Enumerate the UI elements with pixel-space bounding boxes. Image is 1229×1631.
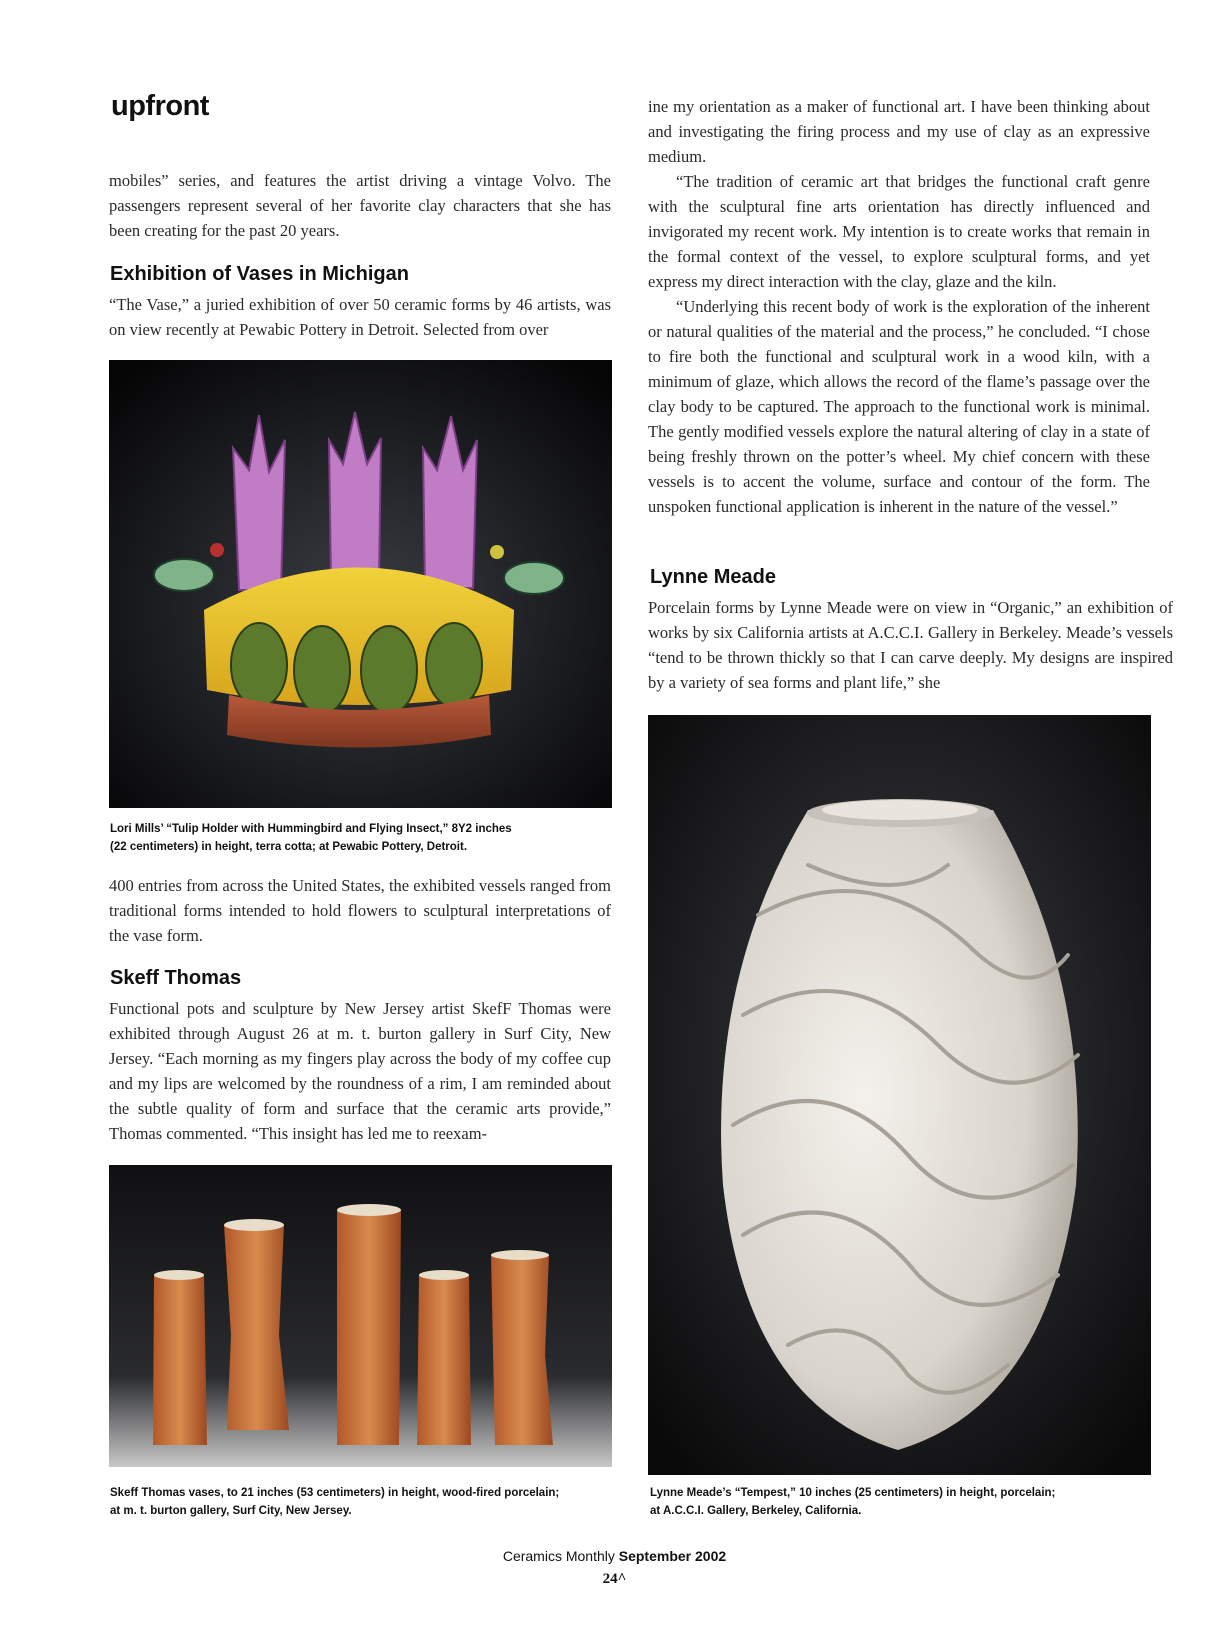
- caption-tulip-holder: [110, 820, 610, 856]
- skeff-thomas-text: Functional pots and sculpture by New Jersey artist SkefF Thomas were exhibited through August 26 at m. t. burton gallery in Surf City, New Jersey. “Each morning as my fingers play across the body of my coffee cup and my lips are welcomed by the roundness of a rim, I am reminded about the subtle quality of form and surface that the ceramic arts provide,” Thomas commented. “This insight has led me to reexam-: [109, 999, 611, 1143]
- heading-skeff-thomas: Skeff Thomas: [110, 967, 242, 989]
- vase-exhibition-text-continued: 400 entries from across the United States, the exhibited vessels ranged from traditional forms intended to hold flowers to sculptural interpretations of the vase form.: [109, 876, 611, 945]
- section-label: upfront: [111, 90, 209, 122]
- magazine-name: Ceramics Monthly: [502, 1548, 615, 1564]
- caption-line: Lori Mills’ “Tulip Holder with Hummingbird and Flying Insect,” 8Y2 inches: [110, 823, 512, 835]
- caption-skeff-thomas: [110, 1484, 610, 1520]
- caption-line: Lynne Meade’s “Tempest,” 10 inches (25 centimeters) in height, porcelain;: [650, 1487, 1056, 1499]
- heading-exhibition-of-vases: Exhibition of Vases in Michigan: [110, 263, 409, 285]
- lynne-meade-text: Porcelain forms by Lynne Meade were on view in “Organic,” an exhibition of works by six California artists at A.C.C.I. Gallery in Berkeley. Meade’s vessels “tend to be thrown thickly so that I can carve deeply. My designs are inspired by a variety of sea forms and plant life,” she: [648, 598, 1173, 692]
- photo-tulip-holder: [109, 360, 612, 808]
- caption-lynne-meade: [650, 1484, 1150, 1520]
- skeff-thomas-quote: “The tradition of ceramic art that bridges the functional craft genre with the sculptural fine arts orientation has directly influenced and invigorated my recent work. My intention is to create works that remain in the formal context of the vessel, to explore sculptural forms, and yet express my direct interaction with the clay, glaze and the kiln.: [648, 172, 1150, 291]
- intro-text: mobiles” series, and features the artist driving a vintage Volvo. The passengers represent several of her favorite clay characters that she has been creating for the past 20 years.: [109, 171, 611, 240]
- photo-tempest-vase: [648, 715, 1151, 1475]
- skeff-thomas-text-continued: ine my orientation as a maker of functional art. I have been thinking about and investigating the firing process and my use of clay as an expressive medium.: [648, 97, 1150, 166]
- photo-skeff-thomas-vases: [109, 1165, 612, 1467]
- issue-date: September 2002: [618, 1548, 727, 1564]
- heading-lynne-meade: Lynne Meade: [650, 566, 776, 588]
- caption-line: at A.C.C.I. Gallery, Berkeley, California.: [650, 1505, 862, 1517]
- caption-line: at m. t. burton gallery, Surf City, New Jersey.: [110, 1505, 352, 1517]
- caption-line: Skeff Thomas vases, to 21 inches (53 centimeters) in height, wood-fired porcelain;: [110, 1487, 560, 1499]
- caption-line: (22 centimeters) in height, terra cotta; at Pewabic Pottery, Detroit.: [110, 841, 468, 853]
- vase-exhibition-text: “The Vase,” a juried exhibition of over 50 ceramic forms by 46 artists, was on view recently at Pewabic Pottery in Detroit. Selected from over: [109, 295, 611, 339]
- footer: [0, 1548, 1229, 1564]
- page-number: 24^: [602, 1571, 627, 1587]
- skeff-thomas-quote-continued: “Underlying this recent body of work is the exploration of the inherent or natural qualities of the material and the process,” he concluded. “I chose to fire both the functional and sculptural work in a wood kiln, with a minimum of glaze, which allows the record of the flame’s passage over the clay body to be captured. The approach to the functional work is minimal. The gently modified vessels explore the natural altering of clay in a state of being freshly thrown on the potter’s wheel. My chief concern with these vessels is to accent the volume, surface and contour of the form. The unspoken functional application is inherent in the nature of the vessel.”: [648, 297, 1150, 516]
